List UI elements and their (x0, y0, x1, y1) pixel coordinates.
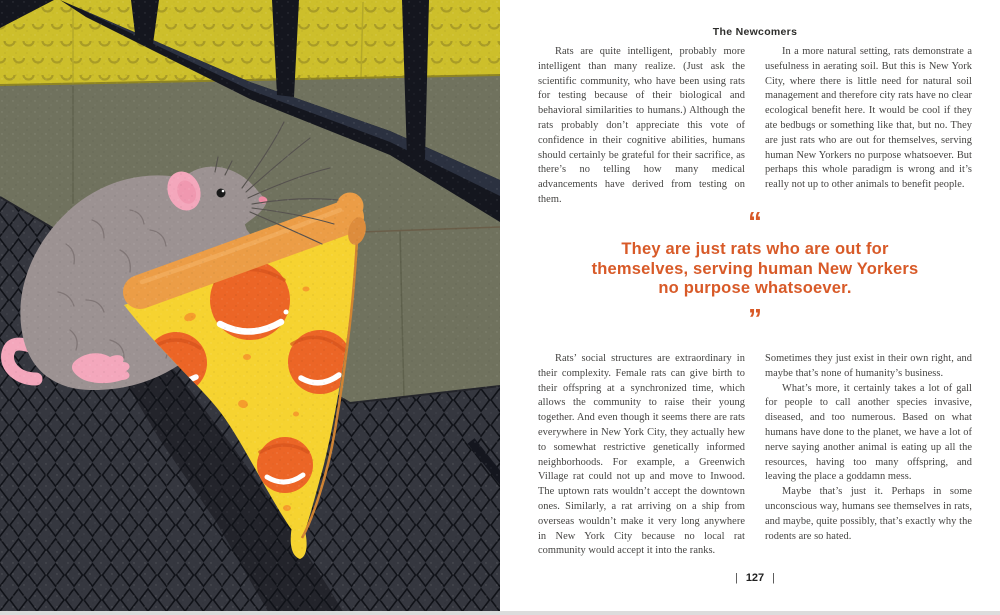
pull-quote-line: They are just rats who are out for (621, 240, 889, 258)
column-bottom-left (538, 352, 745, 559)
paragraph: Rats are quite intelligent, probably more intelligent than many realize. (Just ask the scientific community, who have been using rats for testing because of their biological and behavioral similarities to humans.) Although the rats probably don’t appreciate this vote of confidence in their cognitive abilities, humans should certainly be grateful for their sacrifice, as there’s no telling how many medical advancements have derived from testing on them. (538, 46, 745, 205)
column-top-left (538, 45, 745, 208)
page-bottom-edge (0, 611, 1000, 615)
paragraph: Sometimes they just exist in their own right, and maybe that’s none of humanity’s business. (765, 353, 972, 379)
bottom-text-columns (538, 352, 972, 559)
page-number (538, 571, 972, 585)
open-quote-mark: “ (748, 206, 762, 237)
pull-quote-line: no purpose whatsoever. (658, 279, 852, 298)
folio-bar: | (772, 572, 776, 584)
top-text-columns (538, 45, 972, 208)
running-header: The Newcomers (712, 26, 798, 38)
pull-quote (538, 206, 972, 334)
text-page (500, 0, 1000, 615)
folio-number: 127 (745, 572, 765, 584)
folio-bar: | (734, 572, 738, 584)
close-quote-mark: ” (748, 302, 762, 334)
column-bottom-right (765, 352, 972, 559)
column-top-right (765, 45, 972, 208)
paragraph: In a more natural setting, rats demonstrate a usefulness in aerating soil. But this is New York City, where there is little need for natural soil management and therefore city rats have no clear ecological benefit here. It would be cool if they ate bedbugs or something like that, but no. They are just rats who are out for themselves, serving human New Yorkers no purpose whatsoever. But perhaps this whole paradigm is wrong and it’s really not up to other animals to benefit people. (765, 46, 972, 191)
pull-quote-line: themselves, serving human New Yorkers (591, 259, 919, 278)
paragraph: Maybe that’s just it. Perhaps in some unconscious way, humans see themselves in rats, and maybe, quite possibly, that’s exactly why the rodents are so hated. (765, 486, 972, 542)
paragraph: Rats’ social structures are extraordinary in their complexity. Female rats can give birth to their offspring at a synchronized time, which allows the community to raise their young together. And even though it seems there are rats everywhere in New York City, they actually hew to somewhat restrictive genetically informed neighborhoods. For example, a Greenwich Village rat could not up and move to Inwood. The uptown rats wouldn’t accept the downtown ones. Similarly, a rat arriving on a ship from overseas wouldn’t make it very long anywhere in New York City because no local rat community would accept it into the ranks. (538, 353, 745, 557)
paragraph: What’s more, it certainly takes a lot of gall for people to call another species invasive, diseased, and too numerous. Based on what humans have done to the planet, we have a lot of nerve saying another animal is eating up all the resources, having too many offspring, and leaving the place a goddamn mess. (765, 382, 972, 483)
